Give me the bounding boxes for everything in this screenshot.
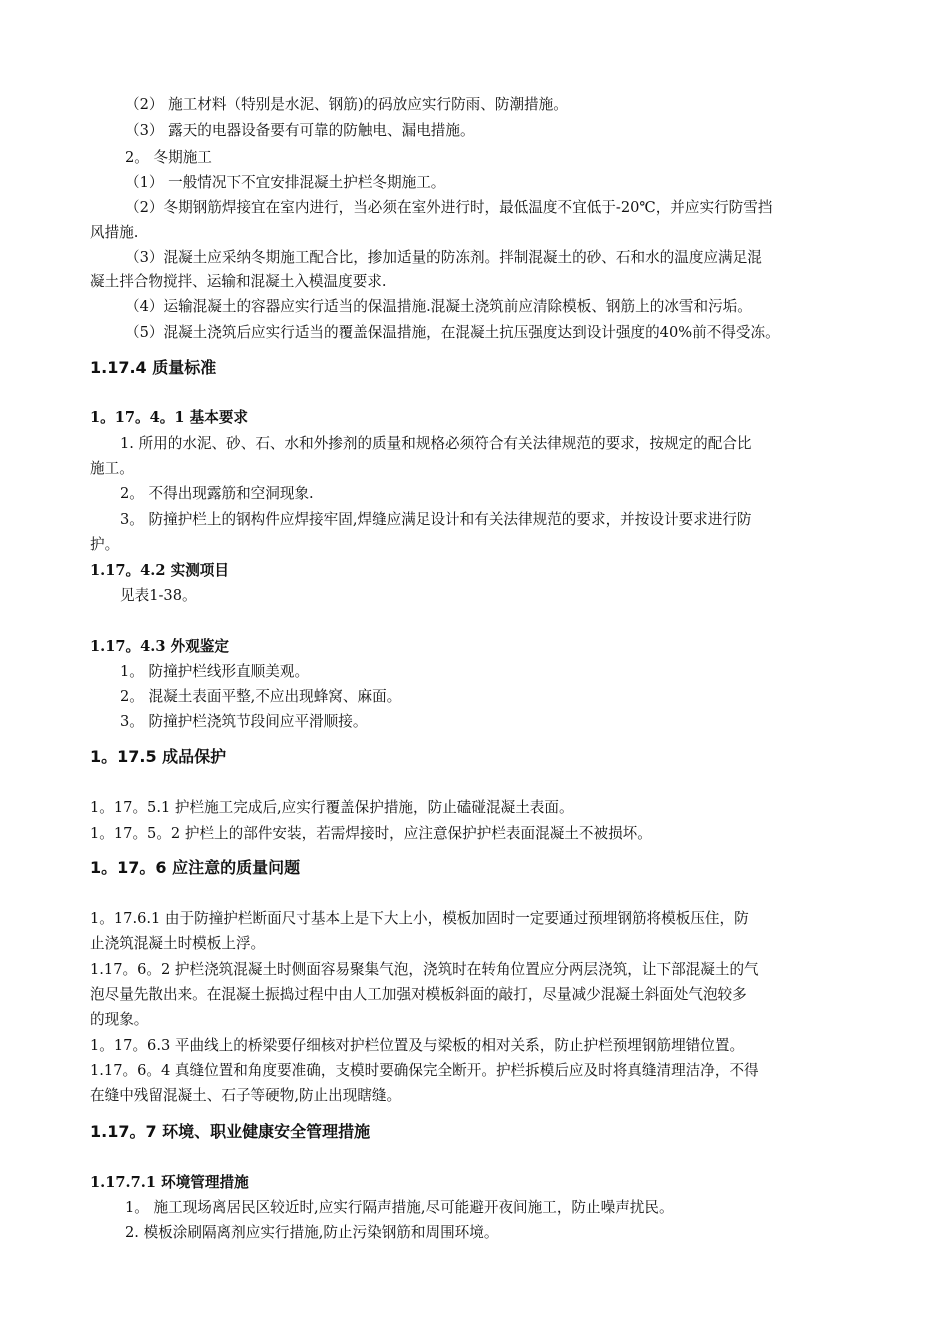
basic-item-1-line-2: 施工。	[90, 460, 134, 477]
winter-item-3-line-2: 凝土拌合物搅拌、运输和混凝土入模温度要求.	[90, 273, 387, 290]
appearance-item-2: 2。 混凝土表面平整,不应出现蜂窝、麻面。	[120, 688, 402, 705]
winter-item-2-line-1: （2）冬期钢筋焊接宜在室内进行，当必须在室外进行时，最低温度不宜低于-20℃，并应实行防雪挡	[125, 199, 773, 216]
basic-requirements-title: 1。17。4。1 基本要求	[90, 409, 249, 426]
protection-item-1: 1。17。5.1 护栏施工完成后,应实行覆盖保护措施，防止磕碰混凝土表面。	[90, 799, 574, 816]
environment-heading: 1.17。7 环境、职业健康安全管理措施	[90, 1122, 371, 1141]
winter-intro-item-3: （3） 露天的电器设备要有可靠的防触电、漏电措施。	[125, 122, 475, 139]
issue-3: 1。17。6.3 平曲线上的桥梁要仔细核对护栏位置及与梁板的相对关系，防止护栏预埋钢筋埋错位置。	[90, 1037, 745, 1054]
protection-heading: 1。17.5 成品保护	[90, 747, 227, 766]
winter-item-2-line-2: 风措施.	[90, 224, 139, 241]
basic-item-2: 2。 不得出现露筋和空洞现象.	[120, 485, 314, 502]
issue-4-line-1: 1.17。6。4 真缝位置和角度要准确，支模时要确保完全断开。护栏拆模后应及时将真缝清理洁净，不得	[90, 1062, 759, 1079]
appearance-title: 1.17。4.3 外观鉴定	[90, 638, 229, 655]
winter-item-4: （4）运输混凝土的容器应实行适当的保温措施.混凝土浇筑前应清除模板、钢筋上的冰雪和污垢。	[125, 298, 752, 315]
environment-sub-title: 1.17.7.1 环境管理措施	[90, 1174, 249, 1191]
environment-item-2: 2. 模板涂刷隔离剂应实行措施,防止污染钢筋和周围环境。	[125, 1224, 499, 1241]
winter-item-5: （5）混凝土浇筑后应实行适当的覆盖保温措施，在混凝土抗压强度达到设计强度的40%前不得受冻。	[125, 324, 780, 341]
protection-item-2: 1。17。5。2 护栏上的部件安装，若需焊接时，应注意保护护栏表面混凝土不被损坏。	[90, 825, 652, 842]
issue-2-line-1: 1.17。6。2 护栏浇筑混凝土时侧面容易聚集气泡，浇筑时在转角位置应分两层浇筑，让下部混凝土的气	[90, 961, 759, 978]
issue-4-line-2: 在缝中残留混凝土、石子等硬物,防止出现瞎缝。	[90, 1087, 402, 1104]
winter-item-1: （1） 一般情况下不宜安排混凝土护栏冬期施工。	[125, 174, 446, 191]
winter-item-3-line-1: （3）混凝土应采纳冬期施工配合比，掺加适量的防冻剂。拌制混凝土的砂、石和水的温度应满足混	[125, 249, 762, 266]
environment-item-1: 1。 施工现场离居民区较近时,应实行隔声措施,尽可能避开夜间施工，防止噪声扰民。	[125, 1199, 674, 1216]
quality-standard-heading: 1.17.4 质量标准	[90, 358, 217, 377]
basic-item-1-line-1: 1. 所用的水泥、砂、石、水和外掺剂的质量和规格必须符合有关法律规范的要求，按规定的配合比	[120, 435, 752, 452]
appearance-item-1: 1。 防撞护栏线形直顺美观。	[120, 663, 310, 680]
basic-item-3-line-1: 3。 防撞护栏上的钢构件应焊接牢固,焊缝应满足设计和有关法律规范的要求，并按设计要求进行防	[120, 511, 752, 528]
issue-1-line-1: 1。17.6.1 由于防撞护栏断面尺寸基本上是下大上小，模板加固时一定要通过预埋钢筋将模板压住，防	[90, 910, 749, 927]
winter-section-title: 2。 冬期施工	[125, 149, 212, 166]
appearance-item-3: 3。 防撞护栏浇筑节段间应平滑顺接。	[120, 713, 368, 730]
measured-items-title: 1.17。4.2 实测项目	[90, 562, 229, 579]
issue-1-line-2: 止浇筑混凝土时模板上浮。	[90, 935, 266, 952]
winter-intro-item-2: （2） 施工材料（特别是水泥、钢筋)的码放应实行防雨、防潮措施。	[125, 96, 568, 113]
issue-2-line-2: 泡尽量先散出来。在混凝土振捣过程中由人工加强对模板斜面的敲打，尽量减少混凝土斜面处气泡较多	[90, 986, 747, 1003]
quality-issues-heading: 1。17。6 应注意的质量问题	[90, 858, 301, 877]
issue-2-line-3: 的现象。	[90, 1011, 149, 1028]
measured-items-text: 见表1-38。	[120, 587, 197, 604]
basic-item-3-line-2: 护。	[90, 536, 120, 553]
